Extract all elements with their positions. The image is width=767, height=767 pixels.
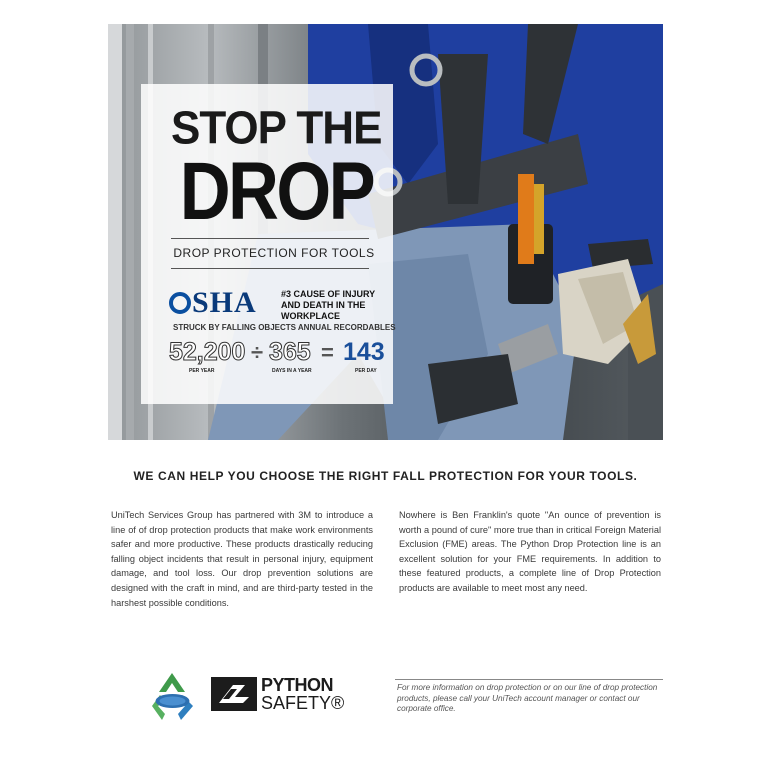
stat-per-day-caption: PER DAY: [355, 368, 377, 374]
title-line-1: STOP THE: [171, 102, 382, 155]
python-mark-icon: [211, 677, 257, 711]
struck-label: STRUCK BY FALLING OBJECTS ANNUAL RECORDABLES: [173, 323, 396, 332]
safety-wordmark: SAFETY®: [261, 693, 345, 713]
title-panel: [141, 84, 396, 404]
title-line-2: DROP: [179, 146, 374, 237]
unitech-recycle-logo: [145, 670, 200, 722]
divider: [171, 238, 369, 239]
osha-logo: [169, 286, 257, 320]
hero-photo: [108, 24, 663, 440]
stats-equation: [169, 338, 395, 388]
body-left-column: UniTech Services Group has partnered with 3M to introduce a line of of drop protection products that make work environments safer and more productive. These products drastically reducing falling object incidents that result in personal injury, equipment damage, and tool loss. Our drop prevention solutions are designed with the craft in mind, and are third-party tested in the harshest possible conditions.: [111, 510, 373, 608]
headline: WE CAN HELP YOU CHOOSE THE RIGHT FALL PROTECTION FOR YOUR TOOLS.: [133, 469, 638, 483]
subtitle: DROP PROTECTION FOR TOOLS: [173, 246, 375, 260]
body-right-column: Nowhere is Ben Franklin's quote "An ounce of prevention is worth a pound of cure" more true than in critical Foreign Material Exclusion (FME) areas. The Python Drop Protection line is an excellent solution for your FME requirements. In addition to these featured products, a complete line of Drop Protection products are available to meet most any need.: [399, 510, 661, 593]
osha-tagline: #3 CAUSE OF INJURY AND DEATH IN THE WORKPLACE: [281, 289, 376, 321]
stat-per-day: 143: [343, 338, 385, 366]
stat-total: 52,200: [169, 338, 246, 366]
divide-sign: ÷: [251, 340, 264, 365]
python-safety-logo: [211, 675, 345, 717]
contact-divider: [395, 679, 663, 680]
equals-sign: =: [321, 340, 334, 365]
python-wordmark: PYTHON: [261, 675, 334, 695]
contact-note: For more information on drop protection or on our line of drop protection products, please call your UniTech account manager or contact our corporate office.: [397, 683, 658, 713]
divider: [171, 268, 369, 269]
osha-wordmark: SHA: [192, 286, 257, 319]
stat-days: 365: [269, 338, 311, 366]
stat-total-caption: PER YEAR: [189, 368, 215, 374]
osha-o-icon: [169, 292, 191, 314]
stat-days-caption: DAYS IN A YEAR: [272, 368, 312, 374]
